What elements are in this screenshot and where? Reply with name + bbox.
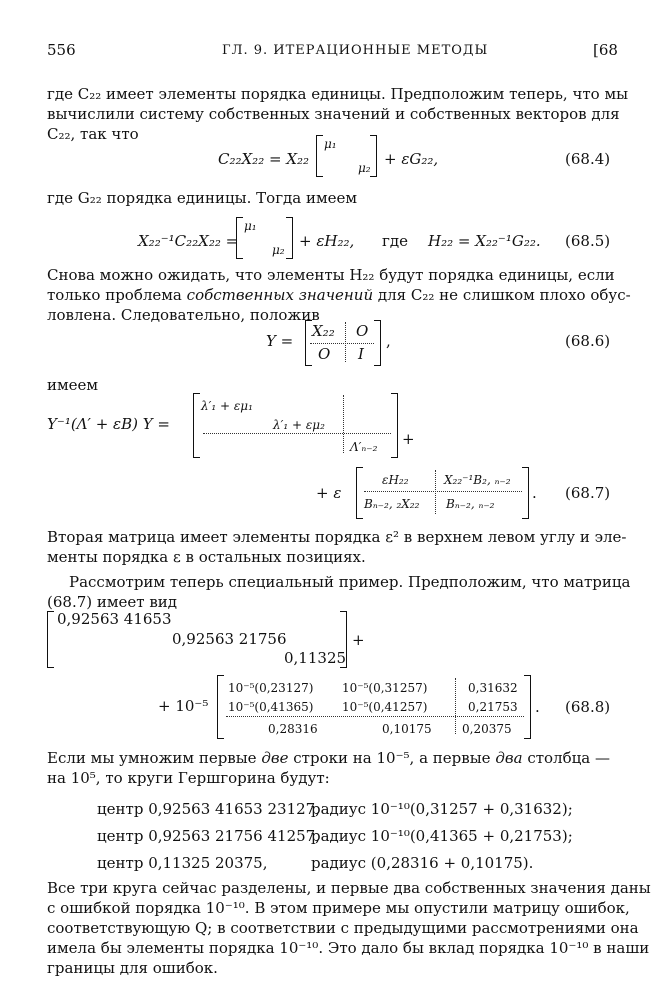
matrix-entry: 10⁻⁵(0,31257) [342, 681, 428, 695]
matrix-entry: 0,10175 [382, 722, 432, 736]
matrix-entry: Bₙ₋₂, ₂X₂₂ [364, 497, 420, 511]
center-value: 0,92563 41653 23127, [148, 800, 320, 818]
text-run: Если мы умножим первые [47, 749, 257, 767]
equation-rhs: + εH₂₂, [299, 232, 355, 250]
text-line [47, 285, 631, 305]
paragraph-conclusion [47, 878, 651, 978]
equation-lhs: Y⁻¹(Λ′ + εB) Y = [47, 415, 170, 433]
text-line: где C₂₂ имеет элементы порядка единицы. Предположим теперь, что мы [47, 85, 629, 103]
partition-line [345, 322, 346, 362]
matrix-bracket-right [391, 393, 398, 458]
text-line: (68.7) имеет вид [47, 593, 178, 611]
matrix-entry: Bₙ₋₂, ₙ₋₂ [446, 497, 495, 511]
emphasis-text: собственных значений [186, 286, 374, 304]
emphasis-text: два [495, 749, 523, 767]
text-line: Рассмотрим теперь специальный пример. Предположим, что матрица [69, 573, 631, 591]
matrix-entry: I [358, 345, 364, 363]
matrix-entry: λ′₁ + εμ₁ [201, 399, 253, 413]
matrix-bracket-right [522, 467, 529, 519]
partition-line [310, 343, 374, 344]
radius-label: радиус [311, 854, 367, 872]
period: . [535, 698, 540, 716]
text-line: имела бы элементы порядка 10⁻¹⁰. Это дало бы вклад порядка 10⁻¹⁰ в наши [47, 939, 650, 957]
matrix-entry: X₂₂ [312, 322, 335, 340]
text-line: вычислили систему собственных значений и собственных векторов для [47, 105, 620, 123]
text-line: где G₂₂ порядка единицы. Тогда имеем [47, 189, 358, 207]
matrix-bracket-right [340, 611, 347, 668]
equation-lhs: C₂₂X₂₂ = X₂₂ [218, 150, 310, 168]
partition-line [455, 678, 456, 734]
radius-label: радиус [311, 800, 367, 818]
text-line [47, 748, 610, 768]
list-item [97, 799, 320, 819]
matrix-entry: μ₁ [244, 219, 257, 233]
list-item [97, 826, 320, 846]
matrix-bracket-left [236, 217, 243, 259]
matrix-bracket-right [374, 320, 381, 366]
plus-sign: + [352, 631, 365, 649]
matrix-entry: εH₂₂ [382, 473, 409, 487]
matrix-entry: 0,11325 [284, 649, 347, 667]
matrix-entry: μ₂ [358, 161, 371, 175]
matrix-bracket-left [217, 675, 224, 739]
radius-value: (0,28316 + 0,10175). [370, 854, 534, 872]
text-line: менты порядка ε в остальных позициях. [47, 548, 366, 566]
center-label: центр [97, 800, 144, 818]
paragraph-expect [47, 265, 631, 325]
matrix-bracket-left [193, 393, 200, 458]
matrix-entry: 0,92563 41653 [57, 610, 172, 628]
matrix-bracket-left [356, 467, 363, 519]
equation-factor: + 10⁻⁵ [158, 697, 209, 715]
center-value: 0,92563 21756 41257, [148, 827, 320, 845]
equation-factor: + ε [316, 484, 342, 502]
matrix-bracket-right [524, 675, 531, 739]
list-item [311, 853, 533, 873]
text-line: Вторая матрица имеет элементы порядка ε² в верхнем левом углу и эле- [47, 528, 627, 546]
paragraph-example [47, 572, 631, 612]
matrix-bracket-right [370, 135, 377, 177]
equation-lhs: Y = [266, 332, 294, 350]
text-line: Все три круга сейчас разделены, и первые два собственных значения даны [47, 879, 651, 897]
list-item [311, 826, 573, 846]
partition-line [435, 470, 436, 514]
equation-definition: H₂₂ = X₂₂⁻¹G₂₂. [428, 232, 541, 250]
text-line: на 10⁵, то круги Гершгорина будут: [47, 769, 330, 787]
partition-line [343, 395, 344, 453]
period: . [532, 484, 537, 502]
list-item [311, 799, 573, 819]
text-run: столбца — [527, 749, 610, 767]
matrix-bracket-left [316, 135, 323, 177]
paragraph-multiply [47, 748, 610, 788]
paragraph-have [47, 375, 610, 395]
equation-lhs: X₂₂⁻¹C₂₂X₂₂ = [138, 232, 239, 250]
matrix-entry: 0,92563 21756 [172, 630, 287, 648]
matrix-entry: λ′₁ + εμ₂ [273, 418, 325, 432]
equation-number: (68.5) [565, 232, 611, 250]
partition-line [203, 433, 391, 434]
text-run: для C₂₂ не слишком плохо обус- [377, 286, 631, 304]
text-run: строки на 10⁻⁵, а первые [293, 749, 491, 767]
matrix-entry: Λ′ₙ₋₂ [350, 440, 378, 454]
text-line: границы для ошибок. [47, 959, 218, 977]
matrix-bracket-right [286, 217, 293, 259]
plus-sign: + [402, 430, 415, 448]
matrix-entry: 10⁻⁵(0,41365) [228, 700, 314, 714]
text-line: имеем [47, 376, 99, 394]
equation-rhs: , [386, 332, 391, 350]
equation-where: где [382, 232, 408, 250]
partition-line [226, 716, 524, 717]
text-line: ловлена. Следовательно, положив [47, 306, 320, 324]
matrix-entry: 10⁻⁵(0,41257) [342, 700, 428, 714]
text-line: C₂₂, так что [47, 125, 139, 143]
text-line: соответствующую Q; в соответствии с предыдущими рассмотрениями она [47, 919, 639, 937]
section-marker: [68 [593, 41, 618, 59]
matrix-entry: μ₂ [272, 243, 285, 257]
radius-value: 10⁻¹⁰(0,31257 + 0,31632); [370, 800, 573, 818]
equation-number: (68.6) [565, 332, 611, 350]
matrix-entry: 10⁻⁵(0,23127) [228, 681, 314, 695]
paragraph-second-matrix [47, 527, 627, 567]
text-run: только проблема [47, 286, 182, 304]
radius-label: радиус [311, 827, 367, 845]
center-label: центр [97, 854, 144, 872]
equation-number: (68.8) [565, 698, 611, 716]
matrix-entry: 0,28316 [268, 722, 318, 736]
list-item [97, 853, 268, 873]
paragraph-then [47, 188, 610, 208]
radius-value: 10⁻¹⁰(0,41365 + 0,21753); [370, 827, 573, 845]
running-header: ГЛ. 9. ИТЕРАЦИОННЫЕ МЕТОДЫ [222, 43, 489, 58]
matrix-entry: μ₁ [324, 137, 337, 151]
matrix-entry: 0,21753 [468, 700, 518, 714]
text-line: с ошибкой порядка 10⁻¹⁰. В этом примере мы опустили матрицу ошибок, [47, 899, 630, 917]
equation-rhs: + εG₂₂, [384, 150, 439, 168]
page-number: 556 [47, 41, 76, 59]
equation-number: (68.4) [565, 150, 611, 168]
text-line: Снова можно ожидать, что элементы H₂₂ будут порядка единицы, если [47, 266, 615, 284]
matrix-entry: 0,31632 [468, 681, 518, 695]
center-value: 0,11325 20375, [148, 854, 268, 872]
matrix-entry: 0,20375 [462, 722, 512, 736]
matrix-entry: O [318, 345, 331, 363]
center-label: центр [97, 827, 144, 845]
matrix-entry: X₂₂⁻¹B₂, ₙ₋₂ [444, 473, 511, 487]
matrix-entry: O [356, 322, 369, 340]
emphasis-text: две [261, 749, 289, 767]
partition-line [364, 491, 522, 492]
equation-number: (68.7) [565, 484, 611, 502]
matrix-bracket-left [47, 611, 54, 668]
